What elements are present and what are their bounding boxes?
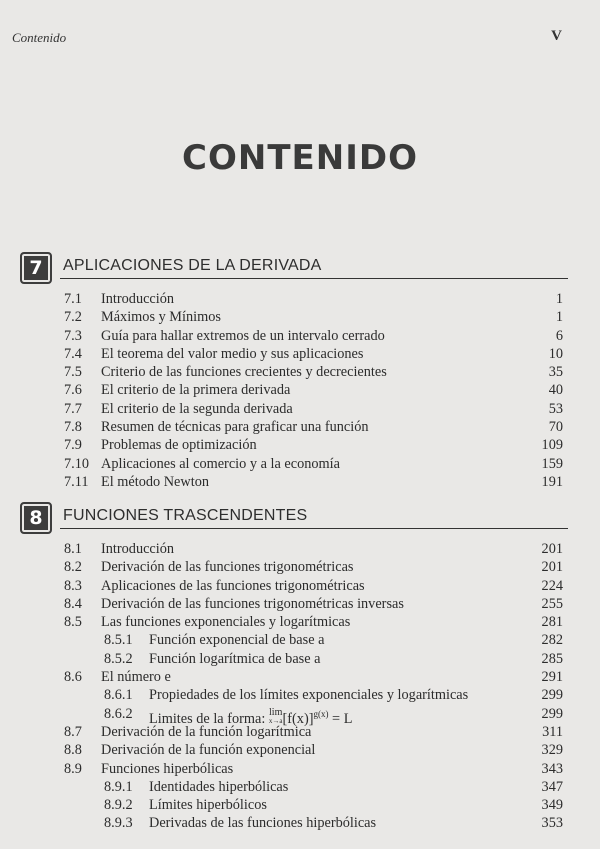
toc-entry bbox=[0, 455, 600, 473]
toc-entry-page: 10 bbox=[548, 345, 563, 362]
toc-entry-text bbox=[101, 540, 174, 558]
toc-entry-text bbox=[101, 577, 365, 595]
toc-entry-text bbox=[101, 345, 363, 363]
toc-entry-text bbox=[101, 418, 369, 436]
toc-entry-label: Derivación de las funciones trigonométricas bbox=[101, 559, 354, 576]
toc-entry-text bbox=[149, 650, 321, 668]
toc-entry-number: 8.6 bbox=[64, 669, 82, 686]
formula-tail: = L bbox=[328, 710, 353, 727]
toc-entry bbox=[0, 308, 600, 326]
toc-entry-text bbox=[101, 595, 404, 613]
toc-entry bbox=[0, 381, 600, 399]
toc-entry-page: 282 bbox=[541, 632, 563, 649]
toc-entry-page: 291 bbox=[541, 669, 563, 686]
chapter-header bbox=[0, 252, 600, 282]
toc-entry bbox=[0, 345, 600, 363]
toc-entry-number: 7.4 bbox=[64, 345, 82, 362]
toc-entry-page: 201 bbox=[541, 541, 563, 557]
toc-entry-label: Derivación de la función exponencial bbox=[101, 742, 316, 759]
formula-body: [f(x)] bbox=[282, 710, 314, 727]
toc-entry-page: 299 bbox=[541, 705, 563, 722]
toc-entry-number: 8.9 bbox=[64, 760, 82, 777]
toc-entry-number: 8.4 bbox=[64, 595, 82, 612]
toc-entry-page: 329 bbox=[541, 742, 563, 759]
toc-entry-text bbox=[101, 613, 350, 631]
toc-entry-label: Introducción bbox=[101, 291, 175, 307]
toc-entry-label: Criterio de las funciones crecientes y decrecientes bbox=[101, 364, 387, 381]
toc-entry bbox=[0, 668, 600, 686]
toc-entry-text bbox=[101, 741, 315, 759]
toc-entry-text bbox=[101, 290, 174, 308]
toc-entry-text bbox=[101, 558, 354, 576]
toc-entry-page: 159 bbox=[541, 455, 563, 472]
toc-entry-text bbox=[101, 723, 311, 741]
toc-entry bbox=[0, 558, 600, 576]
toc-entry bbox=[0, 577, 600, 595]
toc-entry bbox=[0, 814, 600, 832]
toc-entry bbox=[0, 631, 600, 649]
toc-entry-label: Función logarítmica de base a bbox=[149, 650, 321, 667]
toc-entry-number: 7.9 bbox=[64, 437, 82, 454]
toc-entry-label: El número e bbox=[101, 669, 171, 686]
toc-entry-page: 255 bbox=[541, 595, 563, 612]
toc-entry-page: 343 bbox=[541, 760, 563, 777]
toc-entry-number: 7.6 bbox=[64, 382, 82, 399]
chapter-title: APLICACIONES DE LA DERIVADA bbox=[63, 257, 322, 274]
toc-entry-page: 109 bbox=[541, 437, 563, 454]
toc-entry-number: 7.10 bbox=[64, 455, 90, 472]
toc-entry bbox=[0, 540, 600, 558]
toc-entry-label: Identidades hiperbólicas bbox=[149, 778, 289, 795]
toc-entry-number: 7.5 bbox=[64, 364, 82, 381]
toc-entry-page: 35 bbox=[548, 364, 563, 381]
toc-entry-label: Máximos y Mínimos bbox=[101, 309, 221, 326]
toc-entry-page: 285 bbox=[541, 650, 563, 667]
chapter-header bbox=[0, 502, 600, 532]
toc-entry bbox=[0, 290, 600, 308]
toc-entry-label: Las funciones exponenciales y logarítmicas bbox=[101, 614, 351, 631]
toc-entry bbox=[0, 705, 600, 727]
toc-entry-page: 353 bbox=[541, 815, 563, 832]
toc-entry-number: 7.7 bbox=[64, 400, 82, 417]
toc-entry-number: 8.8 bbox=[64, 742, 82, 759]
toc-entry-page: 311 bbox=[542, 723, 563, 740]
toc-entry-text bbox=[101, 473, 209, 491]
chapter-number-badge: 8 bbox=[20, 502, 52, 534]
toc-entry-label: Limites de la forma: bbox=[149, 710, 266, 727]
toc-entry-text bbox=[149, 814, 376, 832]
toc-entry-page: 349 bbox=[541, 797, 563, 814]
chapter-divider bbox=[60, 278, 568, 279]
limit-subscript: x→a bbox=[268, 717, 283, 726]
toc-entry-page: 281 bbox=[541, 614, 563, 631]
toc-entry-label: Funciones hiperbólicas bbox=[101, 760, 234, 777]
toc-entry bbox=[0, 418, 600, 436]
toc-entry bbox=[0, 686, 600, 704]
toc-entry-text bbox=[101, 363, 387, 381]
toc-entry-label: Derivadas de las funciones hiperbólicas bbox=[149, 815, 377, 832]
chapter-8-section bbox=[0, 502, 600, 833]
toc-entry-label: Problemas de optimización bbox=[101, 437, 257, 454]
toc-entry-label: El método Newton bbox=[101, 473, 210, 490]
toc-entry-label: Derivación de la función logarítmica bbox=[101, 723, 312, 740]
toc-entry-number: 7.1 bbox=[64, 291, 82, 307]
toc-entry-text bbox=[101, 760, 233, 778]
toc-entry-text bbox=[149, 778, 288, 796]
toc-entry-text bbox=[101, 381, 290, 399]
toc-entry bbox=[0, 741, 600, 759]
toc-entry-text bbox=[101, 327, 385, 345]
toc-entry-page: 6 bbox=[555, 327, 563, 344]
toc-entry-number: 8.3 bbox=[64, 577, 82, 594]
toc-entry-number: 8.6.1 bbox=[104, 687, 133, 704]
toc-entry-label: Resumen de técnicas para graficar una función bbox=[101, 419, 369, 436]
chapter-divider bbox=[60, 528, 568, 529]
toc-entry-label: Aplicaciones de las funciones trigonométricas bbox=[101, 577, 365, 594]
toc-entry-number: 8.9.3 bbox=[104, 815, 133, 832]
toc-entry-number: 8.5.2 bbox=[104, 650, 133, 667]
toc-entry-page: 347 bbox=[541, 778, 563, 795]
toc-entry-number: 8.9.1 bbox=[104, 778, 133, 795]
toc-entry bbox=[0, 723, 600, 741]
toc-entry-list bbox=[0, 540, 600, 833]
toc-entry-page: 53 bbox=[548, 400, 563, 417]
toc-entry-number: 8.9.2 bbox=[104, 797, 133, 814]
toc-entry-number: 8.6.2 bbox=[104, 705, 133, 722]
toc-entry-label: Función exponencial de base a bbox=[149, 632, 325, 649]
toc-entry-label: El criterio de la primera derivada bbox=[101, 382, 291, 399]
toc-entry-page: 299 bbox=[541, 687, 563, 704]
toc-entry-text bbox=[149, 631, 324, 649]
limit-word: lim bbox=[269, 707, 283, 719]
toc-entry-number: 8.1 bbox=[64, 541, 82, 557]
toc-entry-text bbox=[101, 455, 340, 473]
toc-entry-text bbox=[101, 308, 221, 326]
chapter-7-section bbox=[0, 252, 600, 491]
toc-entry-label: Límites hiperbólicos bbox=[149, 797, 267, 814]
chapter-number-badge: 7 bbox=[20, 252, 52, 284]
toc-entry-number: 8.2 bbox=[64, 559, 82, 576]
page-number-roman: V bbox=[551, 28, 562, 44]
toc-entry-text bbox=[149, 796, 267, 814]
toc-entry-number: 7.2 bbox=[64, 309, 82, 326]
toc-entry-page: 1 bbox=[555, 291, 563, 307]
running-header-title: Contenido bbox=[12, 30, 67, 45]
toc-entry-label: El criterio de la segunda derivada bbox=[101, 400, 293, 417]
toc-entry-label: Guía para hallar extremos de un intervalo cerrado bbox=[101, 327, 385, 344]
toc-entry-label: Propiedades de los límites exponenciales y logarítmicas bbox=[149, 687, 469, 704]
toc-entry-text bbox=[149, 686, 468, 704]
formula-exponent: g(x) bbox=[313, 708, 329, 719]
chapter-title: FUNCIONES TRASCENDENTES bbox=[63, 507, 308, 524]
toc-entry bbox=[0, 400, 600, 418]
toc-entry bbox=[0, 760, 600, 778]
toc-entry-label: Introducción bbox=[101, 541, 175, 557]
toc-entry-label: Derivación de las funciones trigonométricas inversas bbox=[101, 595, 404, 612]
toc-entry bbox=[0, 613, 600, 631]
toc-entry-text bbox=[101, 436, 257, 454]
toc-entry-number: 8.7 bbox=[64, 723, 82, 740]
toc-entry-number: 7.8 bbox=[64, 419, 82, 436]
toc-entry bbox=[0, 650, 600, 668]
toc-entry-number: 8.5.1 bbox=[104, 632, 133, 649]
toc-entry bbox=[0, 595, 600, 613]
toc-entry-label: El teorema del valor medio y sus aplicaciones bbox=[101, 345, 364, 362]
toc-entry bbox=[0, 778, 600, 796]
toc-entry bbox=[0, 473, 600, 491]
toc-entry bbox=[0, 436, 600, 454]
toc-entry bbox=[0, 796, 600, 814]
toc-entry-page: 191 bbox=[541, 473, 563, 490]
toc-entry-text bbox=[101, 400, 293, 418]
toc-entry-number: 8.5 bbox=[64, 614, 82, 631]
toc-entry bbox=[0, 363, 600, 381]
toc-entry-number: 7.3 bbox=[64, 327, 82, 344]
toc-entry-page: 1 bbox=[555, 309, 563, 326]
toc-entry-number: 7.11 bbox=[64, 473, 89, 490]
toc-entry-text bbox=[101, 668, 171, 686]
toc-entry-page: 70 bbox=[548, 419, 563, 436]
toc-entry bbox=[0, 327, 600, 345]
toc-entry-label: Aplicaciones al comercio y a la economía bbox=[101, 455, 340, 472]
toc-entry-page: 224 bbox=[541, 577, 563, 594]
toc-entry-list bbox=[0, 290, 600, 491]
toc-entry-page: 201 bbox=[541, 559, 563, 576]
page-title: CONTENIDO bbox=[182, 138, 418, 178]
toc-entry-page: 40 bbox=[548, 382, 563, 399]
